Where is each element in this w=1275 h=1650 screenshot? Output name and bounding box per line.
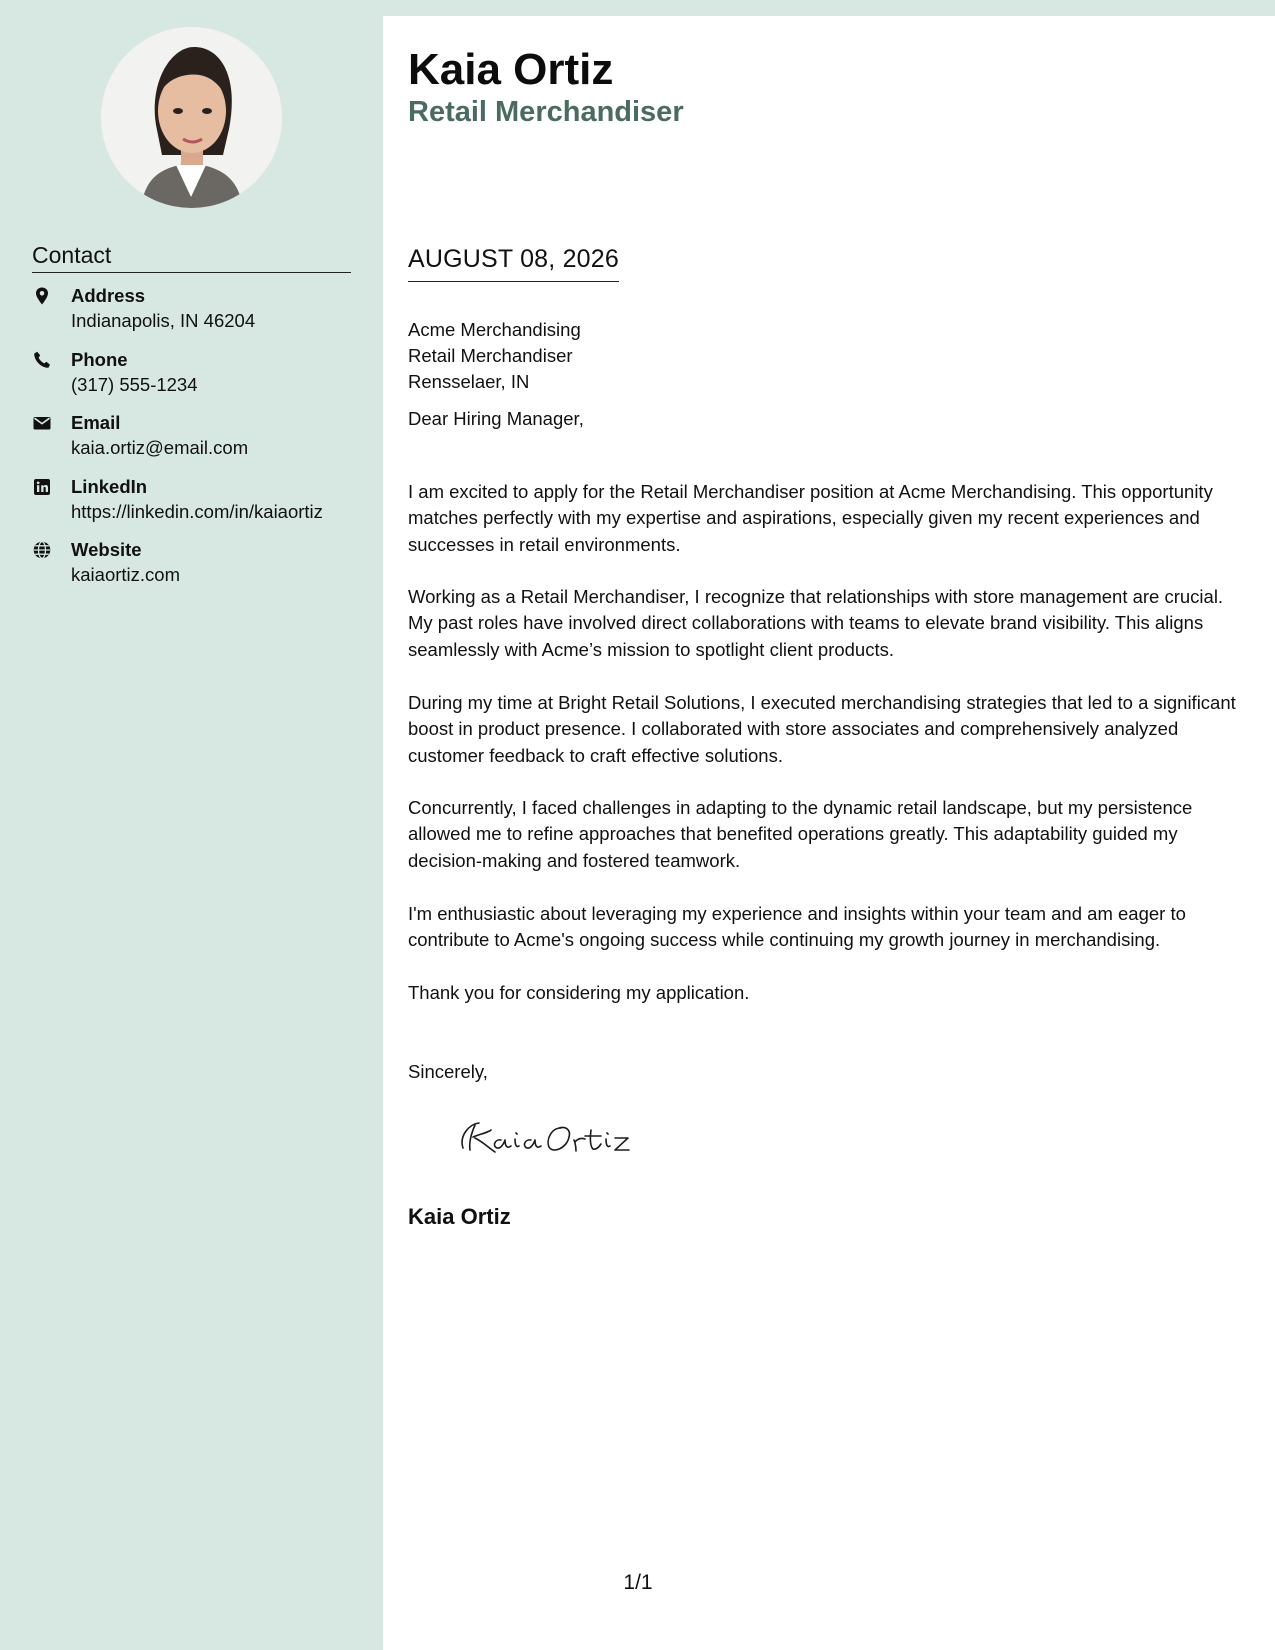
body-paragraph: Thank you for considering my application.: [408, 982, 750, 1003]
body-paragraph: I'm enthusiastic about leveraging my experience and insights within your team and am eager to contribute to Acme's ongoing success while continuing my growth journey in merchandising.: [408, 903, 1186, 951]
contact-value: kaia.ortiz@email.com: [71, 437, 249, 458]
envelope-icon: [32, 413, 52, 433]
applicant-role: Retail Merchandiser: [408, 96, 684, 128]
recipient-block: [408, 317, 581, 395]
contact-label: Phone: [71, 348, 128, 370]
contact-heading: Contact: [32, 240, 351, 273]
phone-icon: [32, 350, 52, 370]
recipient-company: Acme Merchandising: [408, 319, 581, 340]
sidebar: [0, 0, 383, 1650]
contact-label: Website: [71, 539, 142, 560]
salutation: Dear Hiring Manager,: [408, 408, 584, 429]
handwritten-signature: [445, 1106, 645, 1166]
globe-icon: [32, 540, 52, 560]
recipient-position: Retail Merchandiser: [408, 345, 573, 366]
portrait-illustration: [101, 27, 282, 208]
contact-item-email: [32, 411, 372, 475]
contact-item-website: [32, 538, 372, 602]
closing: Sincerely,: [408, 1061, 488, 1082]
body-paragraph: I am excited to apply for the Retail Merchandiser position at Acme Merchandising. This opportunity matches perfectly with my expertise and aspirations, especially given my recent experiences and successes in retail environments.: [408, 481, 1213, 555]
contact-item-address: [32, 284, 372, 348]
body-paragraph: Working as a Retail Merchandiser, I recognize that relationships with store management are crucial. My past roles have involved direct collaborations with teams to elevate brand visibility. This aligns seamlessly with Acme’s mission to spotlight client products.: [408, 586, 1224, 660]
linkedin-icon: [32, 477, 52, 497]
contact-label: LinkedIn: [71, 475, 148, 497]
recipient-location: Rensselaer, IN: [408, 371, 530, 392]
body-paragraph: Concurrently, I faced challenges in adapting to the dynamic retail landscape, but my persistence allowed me to refine approaches that benefited operations greatly. This adaptability guided my decision-making and fostered teamwork.: [408, 797, 1193, 871]
letter-date: AUGUST 08, 2026: [408, 243, 619, 282]
applicant-name: Kaia Ortiz: [408, 45, 614, 94]
contact-item-linkedin: [32, 475, 372, 539]
map-pin-icon: [32, 286, 52, 306]
body-paragraph: During my time at Bright Retail Solutions, I executed merchandising strategies that led to a significant boost in product presence. I collaborated with store associates and comprehensively analyzed customer feedback to craft effective solutions.: [408, 692, 1236, 766]
contact-list: [32, 284, 372, 602]
contact-value: https://linkedin.com/in/kaiaortiz: [71, 500, 323, 522]
contact-value: kaiaortiz.com: [71, 564, 180, 585]
signoff-name: Kaia Ortiz: [408, 1204, 511, 1229]
contact-value: Indianapolis, IN 46204: [71, 310, 256, 331]
page-number: 1/1: [623, 1571, 653, 1594]
profile-photo: [101, 27, 282, 208]
contact-label: Email: [71, 412, 121, 433]
letter-page: [383, 16, 1275, 1650]
contact-item-phone: [32, 348, 372, 412]
contact-label: Address: [71, 285, 146, 306]
contact-value: (317) 555-1234: [71, 373, 198, 395]
